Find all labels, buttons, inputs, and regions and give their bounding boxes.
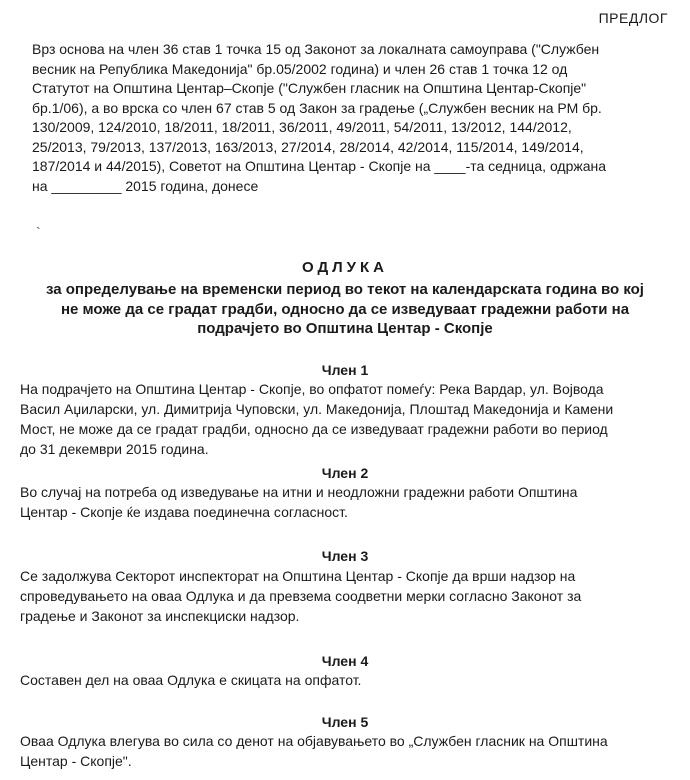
article-line: Составен дел на оваа Одлука е скицата на опфатот.: [20, 672, 362, 688]
article-line: Оваа Одлука влегува во сила со денот на објавувањето во „Службен гласник на Општина: [20, 733, 608, 749]
preamble-line: 25/2013, 79/2013, 137/2013, 163/2013, 27/2014, 28/2014, 42/2014, 115/2014, 149/2014,: [32, 138, 584, 155]
article-line: Мост, не може да се градат градби, односно да се изведуваат градежни работи во период: [20, 421, 608, 437]
article-line: На подрачјето на Општина Центар - Скопје, во опфатот помеѓу: Река Вардар, ул. Војвода: [20, 381, 604, 397]
article-line: до 31 декември 2015 година.: [20, 441, 209, 457]
article-line: спроведувањето на оваа Одлука и да превзема соодветни мерки согласно Законот за: [20, 588, 582, 604]
article-3-heading: Член 3: [321, 548, 369, 564]
article-1-heading: Член 1: [321, 362, 369, 378]
preamble: [32, 40, 672, 196]
article-line: Центар - Скопје".: [20, 753, 132, 769]
stray-mark: `: [36, 224, 41, 240]
article-4-heading: Член 4: [321, 653, 369, 669]
subtitle-line: не може да се градат градби, односно да се изведуваат градежни работи на: [60, 300, 630, 318]
article-4-body: [20, 670, 670, 690]
article-2-body: [20, 482, 670, 522]
document-title: ОДЛУКА: [302, 259, 388, 276]
article-1-body: [20, 379, 670, 459]
preamble-line: на _________ 2015 година, донесе: [32, 177, 259, 194]
article-line: Васил Аџиларски, ул. Димитрија Чуповски, ул. Македонија, Плоштад Македонија и Камени: [20, 401, 614, 417]
subtitle-line: подрачјето во Општина Центар - Скопје: [197, 320, 493, 337]
document-subtitle: [0, 280, 690, 339]
article-3-body: [20, 566, 670, 626]
article-line: градење и Законот за инспекциски надзор.: [20, 608, 300, 624]
subtitle-line: за определување на временски период во текот на календарската година во кој: [46, 281, 644, 298]
article-line: Центар - Скопје ќе издава поединечна согласност.: [20, 504, 348, 520]
preamble-line: Статутот на Општина Центар–Скопје ("Службен гласник на Општина Центар-Скопје": [32, 80, 587, 96]
article-line: Се задолжува Секторот инспекторат на Општина Центар - Скопје да врши надзор на: [20, 568, 576, 584]
draft-stamp: ПРЕДЛОГ: [598, 10, 668, 26]
preamble-line: 187/2014 и 44/2015), Советот на Општина Центар - Скопје на ____-та седница, одржана: [32, 158, 607, 174]
preamble-line: весник на Република Македонија" бр.05/2002 година) и член 26 став 1 точка 12 од: [32, 60, 568, 77]
article-5-body: [20, 731, 670, 771]
article-2-heading: Член 2: [321, 465, 369, 481]
article-5-heading: Член 5: [321, 714, 369, 730]
preamble-line: 130/2009, 124/2010, 18/2011, 18/2011, 36/2011, 49/2011, 54/2011, 13/2012, 144/2012,: [32, 119, 572, 135]
article-line: Во случај на потреба од изведување на итни и неодложни градежни работи Општина: [20, 484, 578, 500]
preamble-line: бр.1/06), а во врска со член 67 став 5 од Закон за градење („Службен весник на РМ бр.: [32, 99, 602, 116]
preamble-line: Врз основа на член 36 став 1 точка 15 од Законот за локалната самоуправа ("Службен: [32, 41, 600, 57]
